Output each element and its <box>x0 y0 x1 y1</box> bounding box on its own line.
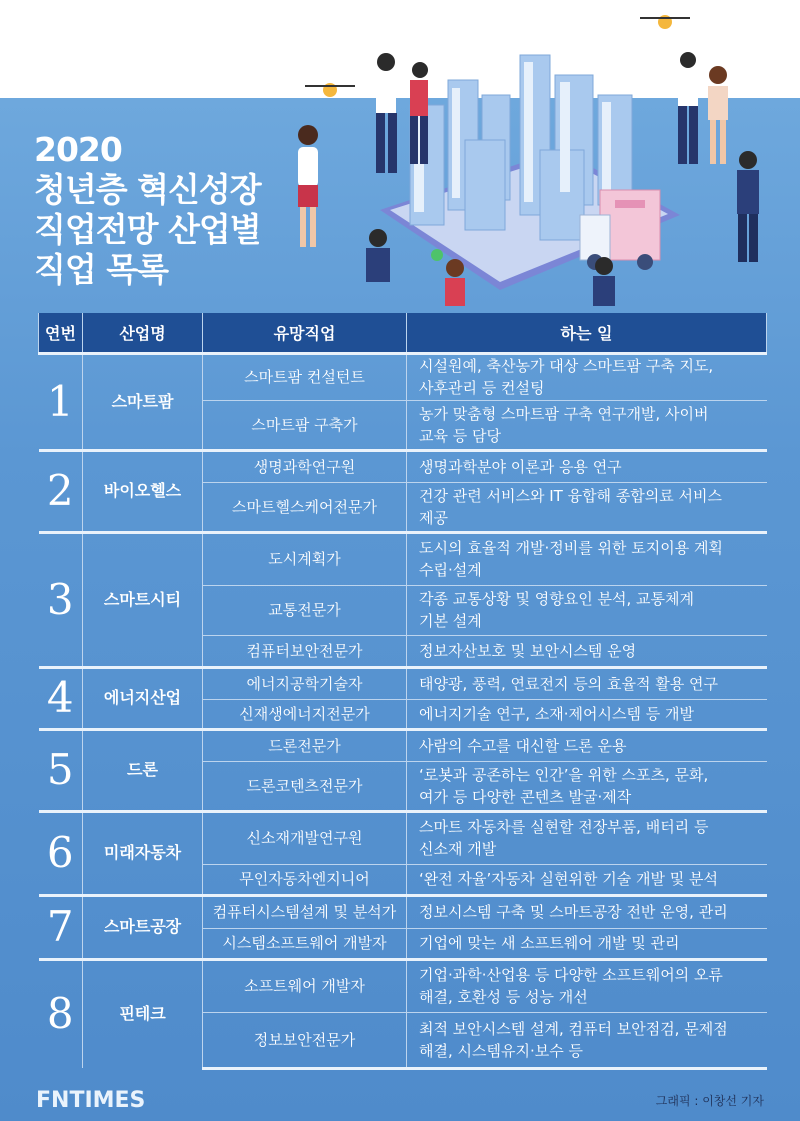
row-number: 3 <box>39 532 83 667</box>
table-row <box>39 667 767 699</box>
job-title: 생명과학연구원 <box>203 450 407 482</box>
job-title: 에너지공학기술자 <box>203 667 407 699</box>
job-table <box>38 313 767 1070</box>
header-industry: 산업명 <box>83 313 203 353</box>
fntimes-logo: FNTIMES <box>36 1088 146 1113</box>
industry-name: 미래자동차 <box>83 811 203 895</box>
job-title: 무인자동차엔지니어 <box>203 864 407 895</box>
industry-name: 에너지산업 <box>83 667 203 729</box>
job-title: 드론코텐츠전문가 <box>203 761 407 811</box>
header-description: 하는 일 <box>407 313 767 353</box>
job-title: 교통전문가 <box>203 585 407 635</box>
page-title <box>34 130 261 290</box>
job-description: ‘로봇과 공존하는 인간’을 위한 스포츠, 문화, 여가 등 다양한 콘텐츠 발굴·제작 <box>407 761 767 811</box>
industry-name: 드론 <box>83 729 203 811</box>
job-title: 드론전문가 <box>203 729 407 761</box>
row-number: 4 <box>39 667 83 729</box>
job-title: 소프트웨어 개발자 <box>203 959 407 1012</box>
row-number: 6 <box>39 811 83 895</box>
job-title: 도시계획가 <box>203 532 407 585</box>
job-description: 기업·과학·산업용 등 다양한 소프트웨어의 오류 해결, 호환성 등 성능 개선 <box>407 959 767 1012</box>
header-job: 유망직업 <box>203 313 407 353</box>
job-title: 정보보안전문가 <box>203 1012 407 1068</box>
table-row <box>39 811 767 864</box>
table-row <box>39 895 767 928</box>
industry-name: 핀테크 <box>83 959 203 1068</box>
job-description: 기업에 맞는 새 소프트웨어 개발 및 관리 <box>407 928 767 959</box>
title-line-2: 청년층 혁신성장 <box>34 170 261 209</box>
industry-name: 스마트팜 <box>83 353 203 450</box>
job-title: 컴퓨터시스템설계 및 분석가 <box>203 895 407 928</box>
job-description: ‘완전 자율’자동차 실현위한 기술 개발 및 분석 <box>407 864 767 895</box>
table-row <box>39 353 767 400</box>
job-description: 각종 교통상황 및 영향요인 분석, 교통체계 기본 설계 <box>407 585 767 635</box>
industry-name: 바이오헬스 <box>83 450 203 532</box>
job-description: 정보시스템 구축 및 스마트공장 전반 운영, 관리 <box>407 895 767 928</box>
title-line-3: 직업전망 산업별 <box>34 210 261 249</box>
job-description: 시설원예, 축산농가 대상 스마트팜 구축 지도, 사후관리 등 컨설팅 <box>407 353 767 400</box>
table-row <box>39 532 767 585</box>
job-description: 도시의 효율적 개발·정비를 위한 토지이용 계획 수립·설계 <box>407 532 767 585</box>
industry-name: 스마트시티 <box>83 532 203 667</box>
job-description: 생명과학분야 이론과 응용 연구 <box>407 450 767 482</box>
job-description: 정보자산보호 및 보안시스템 운영 <box>407 635 767 667</box>
job-title: 스마트헬스케어전문가 <box>203 482 407 532</box>
table-row <box>39 729 767 761</box>
industry-name: 스마트공장 <box>83 895 203 959</box>
job-description: 건강 관련 서비스와 IT 융합해 종합의료 서비스 제공 <box>407 482 767 532</box>
row-number: 2 <box>39 450 83 532</box>
graphic-credit: 그래픽 : 이창선 기자 <box>655 1094 764 1108</box>
table-header-row <box>39 313 767 353</box>
job-title: 컴퓨터보안전문가 <box>203 635 407 667</box>
job-description: 스마트 자동차를 실현할 전장부품, 배터리 등 신소재 개발 <box>407 811 767 864</box>
job-title: 스마트팜 컨설턴트 <box>203 353 407 400</box>
job-description: 에너지기술 연구, 소재·제어시스템 등 개발 <box>407 699 767 729</box>
job-description: 최적 보안시스템 설계, 컴퓨터 보안점검, 문제점 해결, 시스템유지·보수 등 <box>407 1012 767 1068</box>
row-number: 1 <box>39 353 83 450</box>
title-year: 2020 <box>34 130 122 169</box>
title-line-4: 직업 목록 <box>34 250 169 289</box>
job-description: 태양광, 풍력, 연료전지 등의 효율적 활용 연구 <box>407 667 767 699</box>
table-row <box>39 959 767 1012</box>
job-description: 사람의 수고를 대신할 드론 운용 <box>407 729 767 761</box>
table-row <box>39 450 767 482</box>
row-number: 7 <box>39 895 83 959</box>
header-number: 연번 <box>39 313 83 353</box>
job-title: 스마트팜 구축가 <box>203 400 407 450</box>
job-title: 신재생에너지전문가 <box>203 699 407 729</box>
job-description: 농가 맞춤형 스마트팜 구축 연구개발, 사이버 교육 등 담당 <box>407 400 767 450</box>
job-title: 시스템소프트웨어 개발자 <box>203 928 407 959</box>
row-number: 8 <box>39 959 83 1068</box>
row-number: 5 <box>39 729 83 811</box>
job-title: 신소재개발연구원 <box>203 811 407 864</box>
